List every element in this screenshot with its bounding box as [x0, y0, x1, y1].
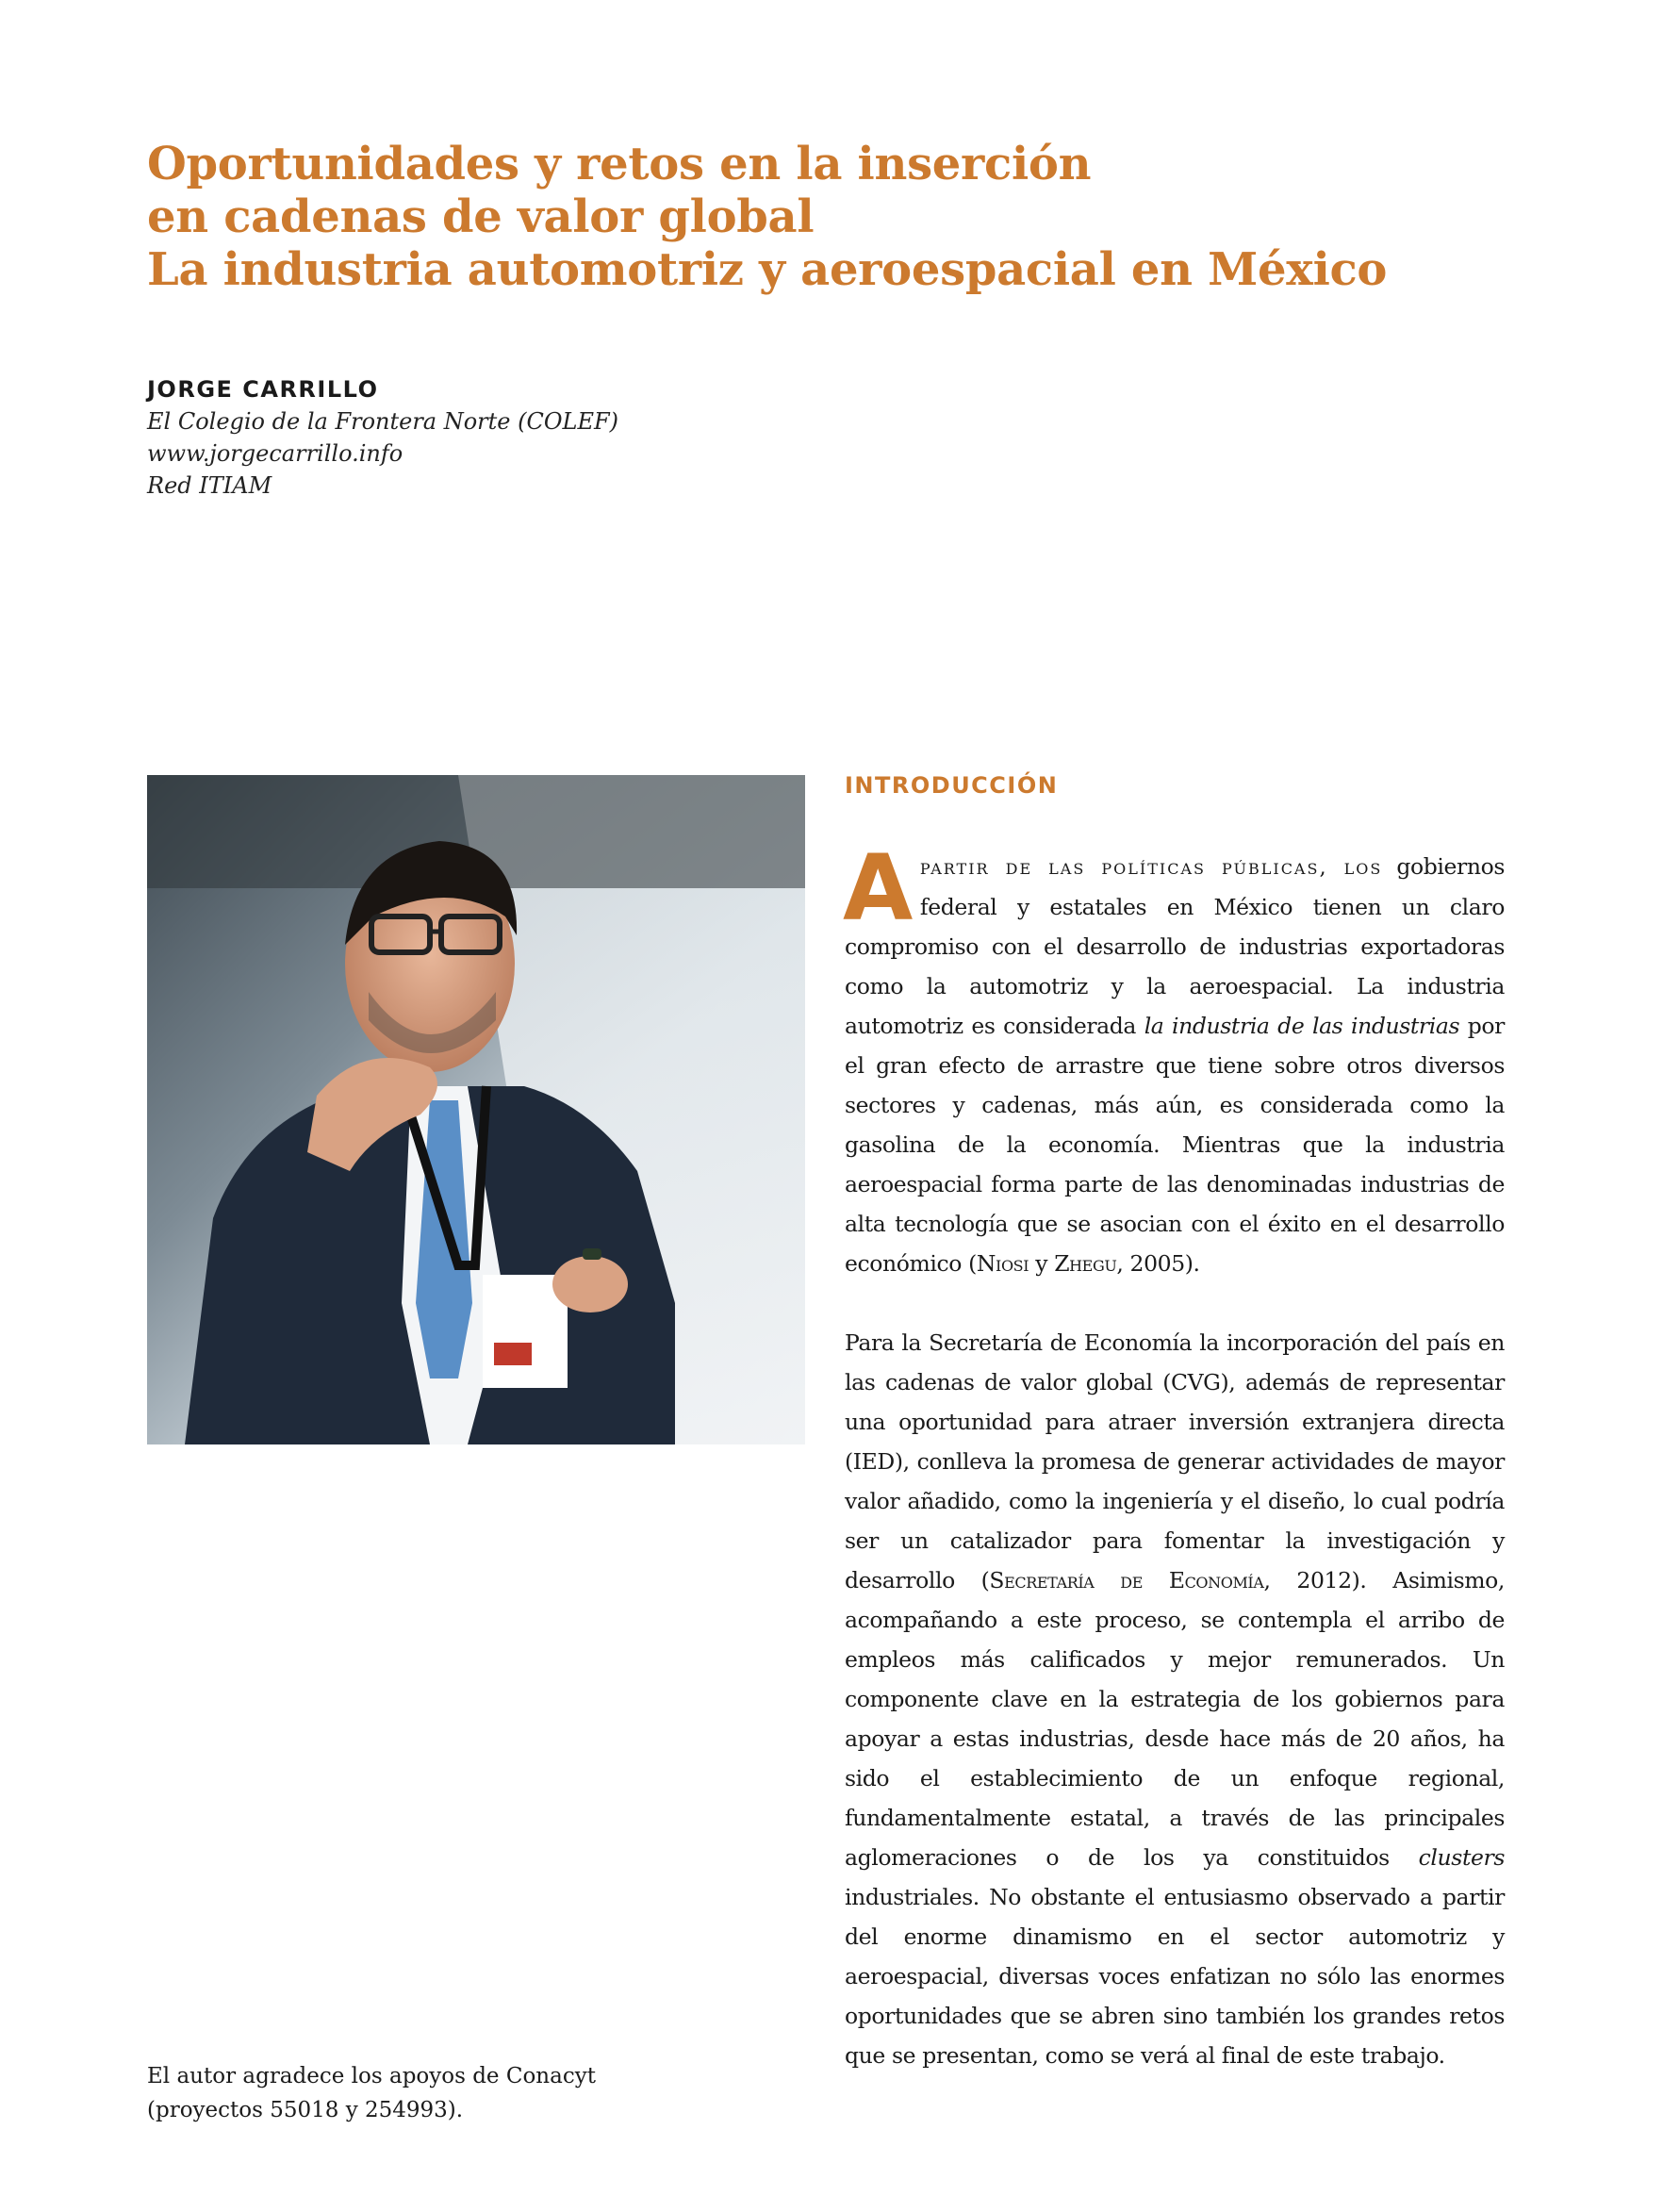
title-line-3: La industria automotriz y aeroespacial en México: [147, 243, 1388, 296]
p1-text-a: gobiernos federal y estatales en México tienen un claro compromiso con el desarrollo de industrias exportadoras como la automotriz y la aeroespacial. La industria automotriz es considerada: [845, 853, 1505, 1039]
citation-author-1: Niosi: [976, 1250, 1029, 1277]
citation-author-2: Zhegu: [1054, 1250, 1117, 1277]
footnote-line-2: (proyectos 55018 y 254993).: [147, 2098, 464, 2122]
p2-text-a: Para la Secretaría de Economía la incorporación del país en las cadenas de valor global (CVG), además de representar una oportunidad para atraer inversión extranjera directa (IED), conlleva la promesa de generar actividades de mayor valor añadido, como la ingeniería y el diseño, lo cual podría ser un catalizador para fomentar la investigación y desarrollo (: [845, 1329, 1505, 1593]
p1-text-b: por el gran efecto de arrastre que tiene sobre otros diversos sectores y cadenas, más aún, es considerada como la gasolina de la economía. Mientras que la industria aeroespacial forma parte de las denominadas industrias de alta tecnología que se asocian con el éxito en el desarrollo económico (: [845, 1013, 1505, 1277]
p1-emphasis: la industria de las industrias: [1144, 1013, 1460, 1039]
title-line-2: en cadenas de valor global: [147, 190, 815, 243]
p2-text-b: , 2012). Asimismo, acompañando a este proceso, se contempla el arribo de empleos más calificados y mejor remunerados. Un componente clave en la estrategia de los gobiernos para apoyar a estas industrias, desde hace más de 20 años, ha sido el establecimiento de un enfoque regional, fundamentalmente estatal, a través de las principales aglomeraciones o de los ya constituidos: [845, 1567, 1506, 1871]
intro-paragraph-1: [843, 835, 1505, 1283]
author-block: [147, 373, 901, 502]
p2-emphasis: clusters: [1418, 1844, 1505, 1871]
author-photo: [147, 775, 805, 1444]
p2-text-c: industriales. No obstante el entusiasmo observado a partir del enorme dinamismo en el sector automotriz y aeroespacial, diversas voces enfatizan no sólo las enormes oportunidades que se abren sino también los grandes retos que se presentan, como se verá al final de este trabajo.: [845, 1884, 1505, 2069]
section-heading: INTRODUCCIÓN: [845, 772, 1059, 799]
introduction-column: [845, 769, 1505, 2075]
footnote: [147, 2059, 732, 2127]
citation-and: y: [1029, 1250, 1055, 1277]
article-title: [147, 138, 1542, 296]
intro-paragraph-2: [845, 1323, 1505, 2075]
drop-cap: A: [843, 835, 913, 941]
citation-secretaria: Secretaría de Economía: [989, 1567, 1264, 1593]
footnote-line-1: El autor agradece los apoyos de Conacyt: [147, 2064, 596, 2088]
citation-year-1: , 2005).: [1116, 1250, 1200, 1277]
author-network: Red ITIAM: [147, 472, 272, 499]
speaker-photo-illustration: [147, 775, 805, 1444]
author-affiliation: El Colegio de la Frontera Norte (COLEF): [147, 408, 619, 435]
lead-in-small-caps: partir de las políticas públicas, los: [919, 855, 1383, 880]
title-line-1: Oportunidades y retos en la inserción: [147, 138, 1092, 190]
author-name: JORGE CARRILLO: [147, 376, 379, 403]
author-website: www.jorgecarrillo.info: [147, 440, 403, 467]
